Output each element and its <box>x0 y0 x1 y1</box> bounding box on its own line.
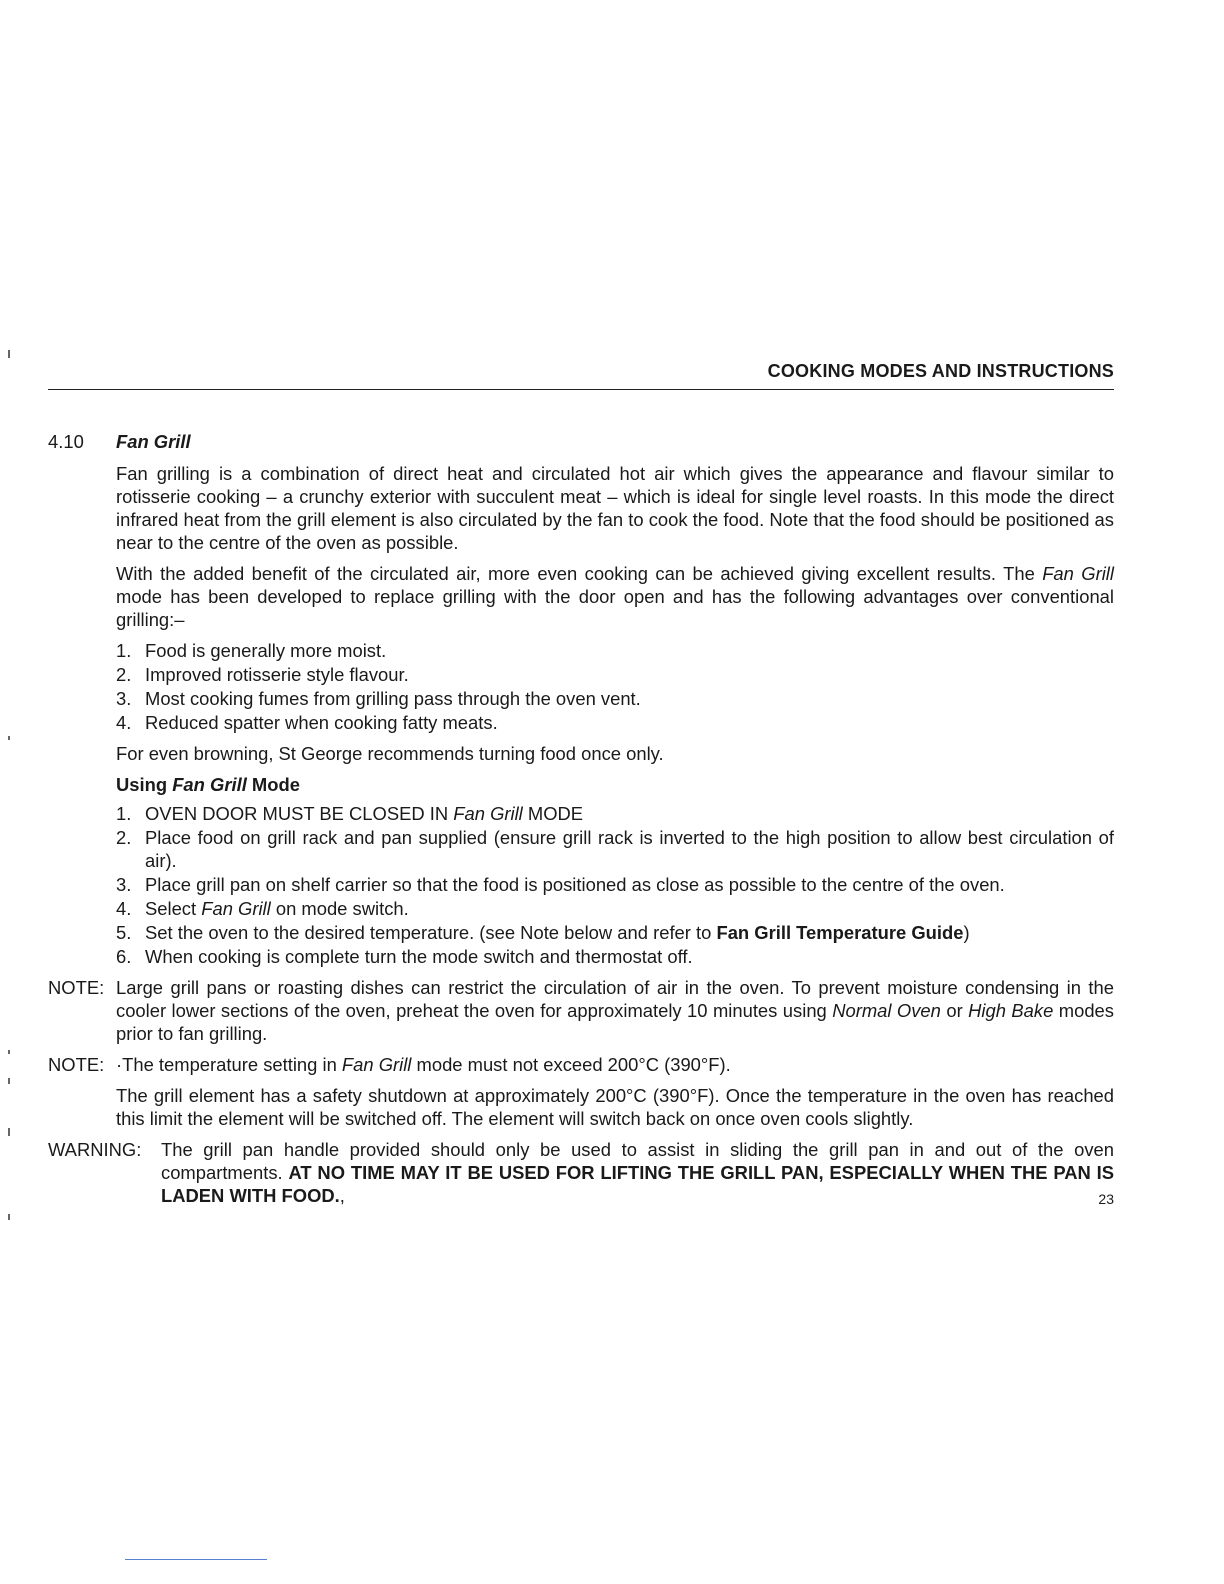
list-item: 4. Select Fan Grill on mode switch. <box>116 898 409 919</box>
header-rule <box>48 389 1114 390</box>
list-item: 3. Place grill pan on shelf carrier so that the food is positioned as close as possible to the centre of the oven. <box>116 874 1005 895</box>
margin-mark <box>8 350 10 358</box>
advantages-list <box>116 639 1114 734</box>
list-item: 4. Reduced spatter when cooking fatty meats. <box>116 712 498 733</box>
footer-line <box>125 1559 267 1560</box>
using-mode-heading: Using Fan Grill Mode <box>116 774 300 795</box>
main-content <box>48 462 1114 1207</box>
note-body: ·The temperature setting in Fan Grill mode must not exceed 200°C (390°F). <box>116 1054 731 1075</box>
page-header: COOKING MODES AND INSTRUCTIONS <box>767 361 1114 381</box>
note-body: Large grill pans or roasting dishes can restrict the circulation of air in the oven. To prevent moisture condensing in the cooler lower sections of the oven, preheat the oven for approximately 10 minutes using Normal Oven or High Bake modes prior to fan grilling. <box>116 977 1114 1044</box>
list-item: 6. When cooking is complete turn the mode switch and thermostat off. <box>116 946 693 967</box>
margin-mark <box>8 1214 10 1220</box>
safety-shutdown-paragraph: The grill element has a safety shutdown at approximately 200°C (390°F). Once the temperature in the oven has reached this limit the element will be switched off. The element will switch back on once oven cools slightly. <box>116 1085 1114 1129</box>
section-number: 4.10 <box>48 431 84 452</box>
usage-steps <box>116 802 1114 968</box>
list-item: 5. Set the oven to the desired temperature. (see Note below and refer to Fan Grill Temperature Guide) <box>116 922 970 943</box>
advantages-paragraph: With the added benefit of the circulated air, more even cooking can be achieved giving excellent results. The Fan Grill mode has been developed to replace grilling with the door open and has the following advantages over conventional grilling:– <box>116 563 1114 630</box>
list-item: 1. OVEN DOOR MUST BE CLOSED IN Fan Grill MODE <box>116 803 584 824</box>
warning-body: The grill pan handle provided should only be used to assist in sliding the grill pan in and out of the oven compartments. AT NO TIME MAY IT BE USED FOR LIFTING THE GRILL PAN, ESPECIALLY WHEN THE PAN IS LADEN WITH FOOD., <box>161 1139 1114 1206</box>
intro-paragraph: Fan grilling is a combination of direct heat and circulated hot air which gives the appearance and flavour similar to rotisserie cooking – a crunchy exterior with succulent meat – which is ideal for single level roasts. In this mode the direct infrared heat from the grill element is also circulated by the fan to cook the food. Note that the food should be positioned as near to the centre of the oven as possible. <box>116 463 1114 553</box>
page-number: 23 <box>1098 1191 1114 1207</box>
note-label: NOTE: <box>48 1054 105 1075</box>
list-item: 2. Improved rotisserie style flavour. <box>116 664 409 685</box>
list-item: 3. Most cooking fumes from grilling pass through the oven vent. <box>116 688 641 709</box>
warning-label: WARNING: <box>48 1139 142 1160</box>
warning-block <box>48 1138 1114 1207</box>
margin-mark <box>8 1050 10 1054</box>
note-preheat <box>48 976 1114 1045</box>
note-temperature <box>48 1053 1114 1076</box>
margin-mark <box>8 1128 10 1136</box>
margin-mark <box>8 736 10 740</box>
list-item: 2. Place food on grill rack and pan supplied (ensure grill rack is inverted to the high position to allow best circulation of air). <box>116 827 1114 871</box>
note-label: NOTE: <box>48 977 105 998</box>
margin-mark <box>8 1078 10 1084</box>
list-item: 1. Food is generally more moist. <box>116 640 387 661</box>
section-title: Fan Grill <box>116 431 191 452</box>
browning-tip: For even browning, St George recommends turning food once only. <box>116 743 664 764</box>
